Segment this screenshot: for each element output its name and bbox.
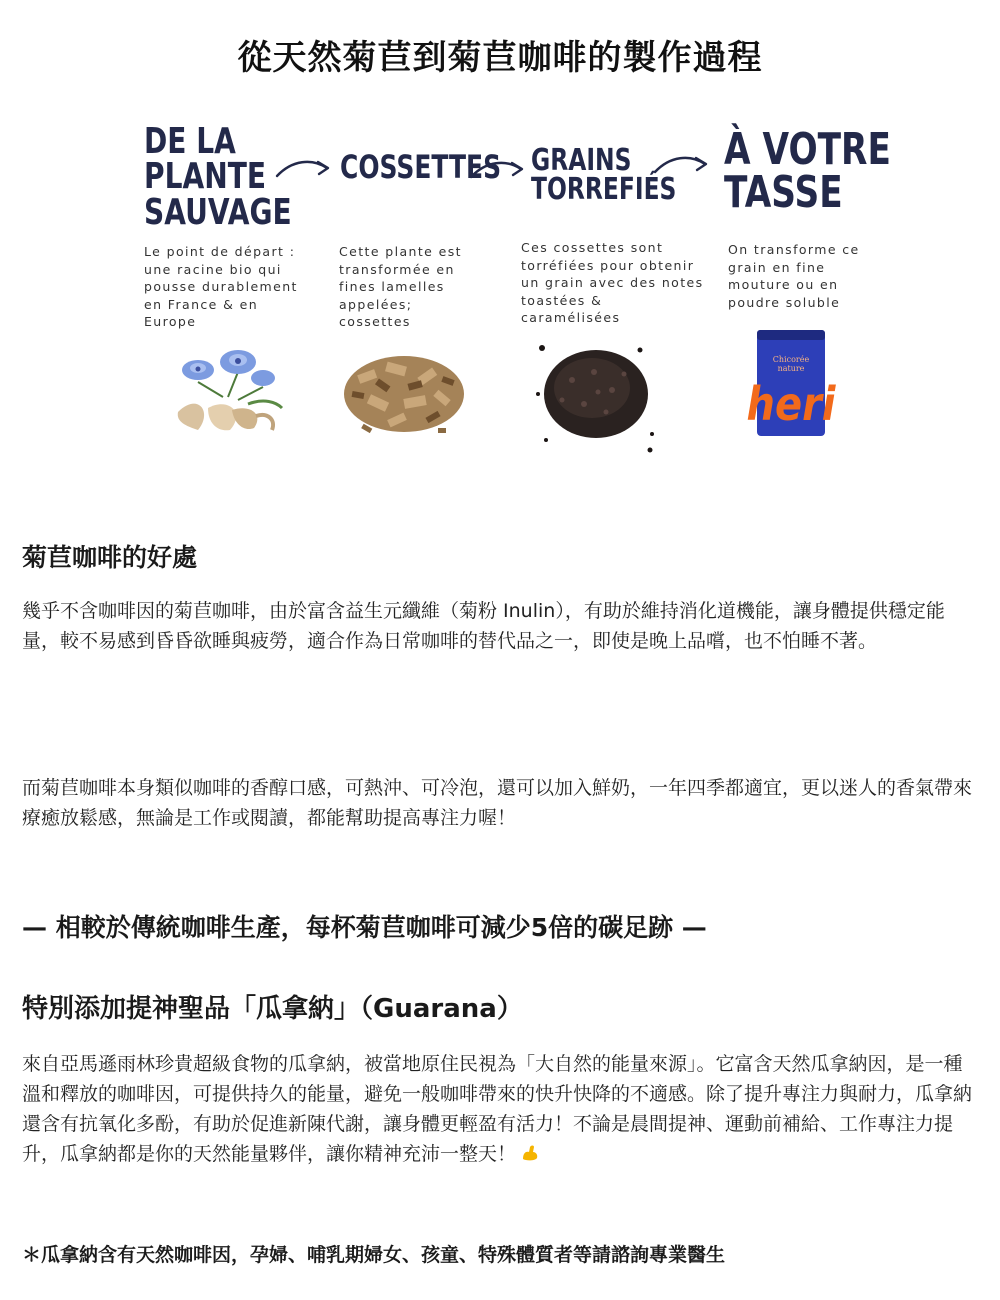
stage-title-plante-sauvage: DE LA PLANTE SAUVAGE <box>144 121 292 233</box>
svg-text:nature: nature <box>777 364 805 373</box>
stage-description-grains-torrefies: Ces cossettes sont torréfiées pour obtenir un grain avec des notes toastées & caramélisées <box>521 240 704 325</box>
flexed-biceps-emoji-icon <box>520 1143 540 1163</box>
stage-description-plante-sauvage: Le point de départ : une racine bio qui pousse durablement en France & en Europe <box>144 244 298 329</box>
guarana-caution-note: ＊瓜拿納含有天然咖啡因，孕婦、哺乳期婦女、孩童、特殊體質者等請諮詢專業醫生 <box>22 1244 726 1266</box>
chicory-plant-image <box>168 342 288 437</box>
arrow-right-icon <box>468 157 526 181</box>
stage-title-grains-torrefies: GRAINS TORREFIÉS <box>531 143 677 208</box>
carbon-footprint-heading: — 相較於傳統咖啡生產，每杯菊苣咖啡可減少5倍的碳足跡 — <box>22 913 707 942</box>
stage-description-votre-tasse: On transforme ce grain en fine mouture ou en poudre soluble <box>728 242 860 310</box>
arrow-right-icon <box>652 152 710 176</box>
benefits-heading: 菊苣咖啡的好處 <box>22 543 198 572</box>
stage-title-cossettes: COSSETTES <box>340 148 502 186</box>
guarana-paragraph <box>22 1049 977 1169</box>
guarana-heading: 特別添加提神聖品「瓜拿納」（Guarana） <box>22 994 523 1024</box>
arrow-right-icon <box>274 156 332 180</box>
guarana-paragraph-text: 來自亞馬遜雨林珍貴超級食物的瓜拿納，被當地原住民視為「大自然的能量來源」。它富含天然瓜拿納因，是一種溫和釋放的咖啡因，可提供持久的能量，避免一般咖啡帶來的快升快降的不適感。除了提升專注力與耐力，瓜拿納還含有抗氧化多酚，有助於促進新陳代謝，讓身體更輕盈有活力！不論是晨間提神、運動前補給、工作專注力提升，瓜拿納都是你的天然能量夥伴，讓你精神充沛一整天！ <box>22 1053 973 1165</box>
roasted-grains-image <box>532 330 662 460</box>
svg-text:Chicorée: Chicorée <box>772 355 810 364</box>
chicory-coffee-tin-image <box>746 328 836 438</box>
benefits-paragraph-1: 幾乎不含咖啡因的菊苣咖啡，由於富含益生元纖維（菊粉 Inulin），有助於維持消化道機能，讓身體提供穩定能量，較不易感到昏昏欲睡與疲勞，適合作為日常咖啡的替代品之一，即使是晚上品嚐，也不怕睡不著。 <box>22 600 945 652</box>
stage-description-cossettes: Cette plante est transformée en fines lamelles appelées; cossettes <box>339 244 462 329</box>
page-title: 從天然菊苣到菊苣咖啡的製作過程 <box>237 38 763 78</box>
svg-text:heri: heri <box>746 378 836 432</box>
stage-title-votre-tasse: À VOTRE TASSE <box>724 124 891 219</box>
benefits-paragraph-2: 而菊苣咖啡本身類似咖啡的香醇口感，可熱沖、可冷泡，還可以加入鮮奶，一年四季都適宜，更以迷人的香氣帶來療癒放鬆感，無論是工作或閱讀，都能幫助提高專注力喔！ <box>22 777 973 829</box>
dried-cossettes-image <box>338 342 470 442</box>
